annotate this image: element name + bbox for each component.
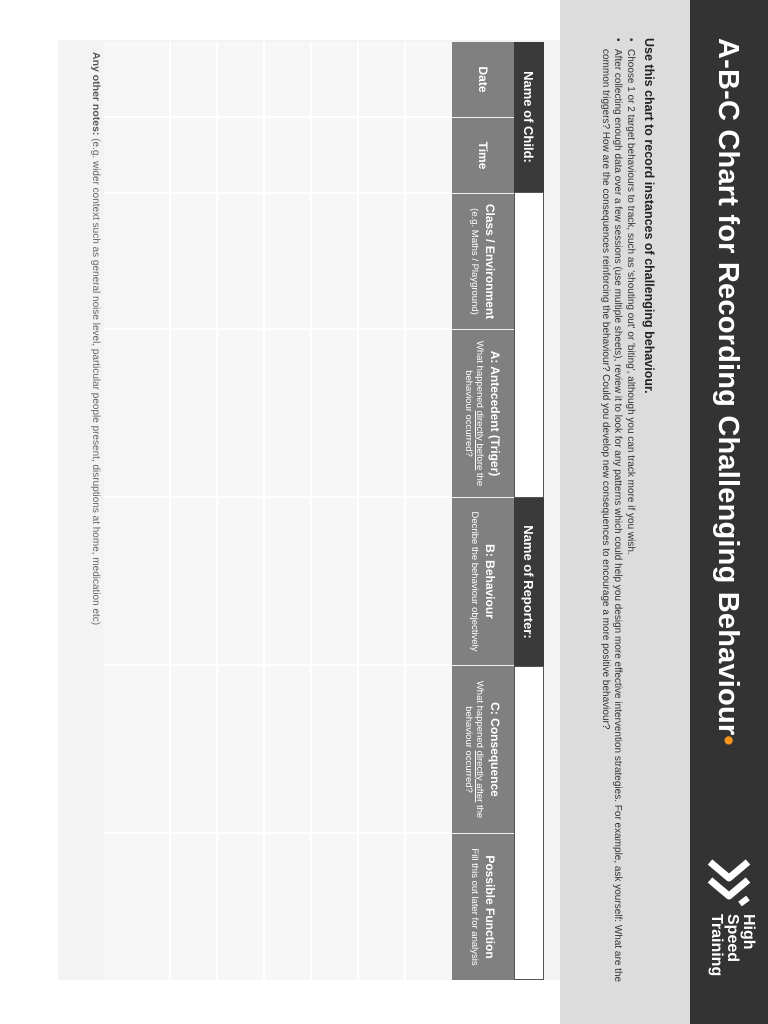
consequence-column[interactable] (104, 666, 452, 834)
column-header-behaviour: B: Behaviour Decribe the behaviour objectively (452, 498, 514, 666)
logo-text-line1: High (740, 914, 757, 950)
abc-table (104, 42, 514, 980)
column-header-date: Date (452, 42, 514, 118)
other-notes-hint: (e.g. wider context such as general noise level, particular people present, disruptions at home, medication etc) (90, 135, 101, 626)
title-accent-dot: • (712, 735, 744, 746)
name-row (514, 42, 544, 980)
time-column[interactable] (104, 118, 452, 194)
table-row-divider (263, 42, 265, 980)
class-environment-column[interactable] (104, 194, 452, 330)
name-of-reporter-label: Name of Reporter: (514, 498, 544, 666)
intro-bullet-2: • After collecting enough data over a few sessions (use multiple sheets), review it to look for any patterns which could help you design more effective intervention strategies. For example, ask yourself: What are the common triggers? How are the consequences reinforcing the behaviour? Could you develop new consequences to encourage a more positive behaviour? (599, 38, 624, 1018)
intro-heading: Use this chart to record instances of challenging behaviour. (642, 38, 656, 394)
logo-chevron-icon (702, 858, 756, 908)
other-notes-label: Any other notes: (90, 52, 102, 136)
table-row-divider (404, 42, 406, 980)
intro-list (599, 38, 637, 1018)
table-row-divider (357, 42, 359, 980)
header-band (690, 0, 768, 1024)
name-of-reporter-field[interactable] (514, 666, 544, 980)
column-header-antecedent: A: Antecedent (Triger) What happened directly before the behaviour occurred? (452, 330, 514, 498)
name-of-child-field[interactable] (514, 192, 544, 498)
column-header-class-environment: Class / Environment (e.g. Maths / Playground) (452, 194, 514, 330)
table-row-divider (169, 42, 171, 980)
name-of-child-label: Name of Child: (514, 42, 544, 192)
behaviour-column[interactable] (104, 498, 452, 666)
column-header-time: Time (452, 118, 514, 194)
table-row-divider (310, 42, 312, 980)
column-header-possible-function: Possible Function Fill this out later for analysis (452, 834, 514, 980)
logo-text-line2: Speed (724, 914, 741, 963)
table-row-divider (216, 42, 218, 980)
high-speed-training-logo (698, 858, 760, 1008)
logo-text-line3: Training (708, 914, 725, 977)
column-header-consequence: C: Consequence What happened directly after the behaviour occurred? (452, 666, 514, 834)
possible-function-column[interactable] (104, 834, 452, 980)
date-column[interactable] (104, 42, 452, 118)
antecedent-column[interactable] (104, 330, 452, 498)
page-title: A-B-C Chart for Recording Challenging Behaviour• (712, 38, 744, 746)
other-notes (90, 52, 102, 625)
intro-bullet-1: • Choose 1 or 2 target behaviours to track, such as 'shouting out' or 'biting', although you can track more if you wish. (624, 38, 637, 1018)
intro-section (560, 0, 690, 1024)
